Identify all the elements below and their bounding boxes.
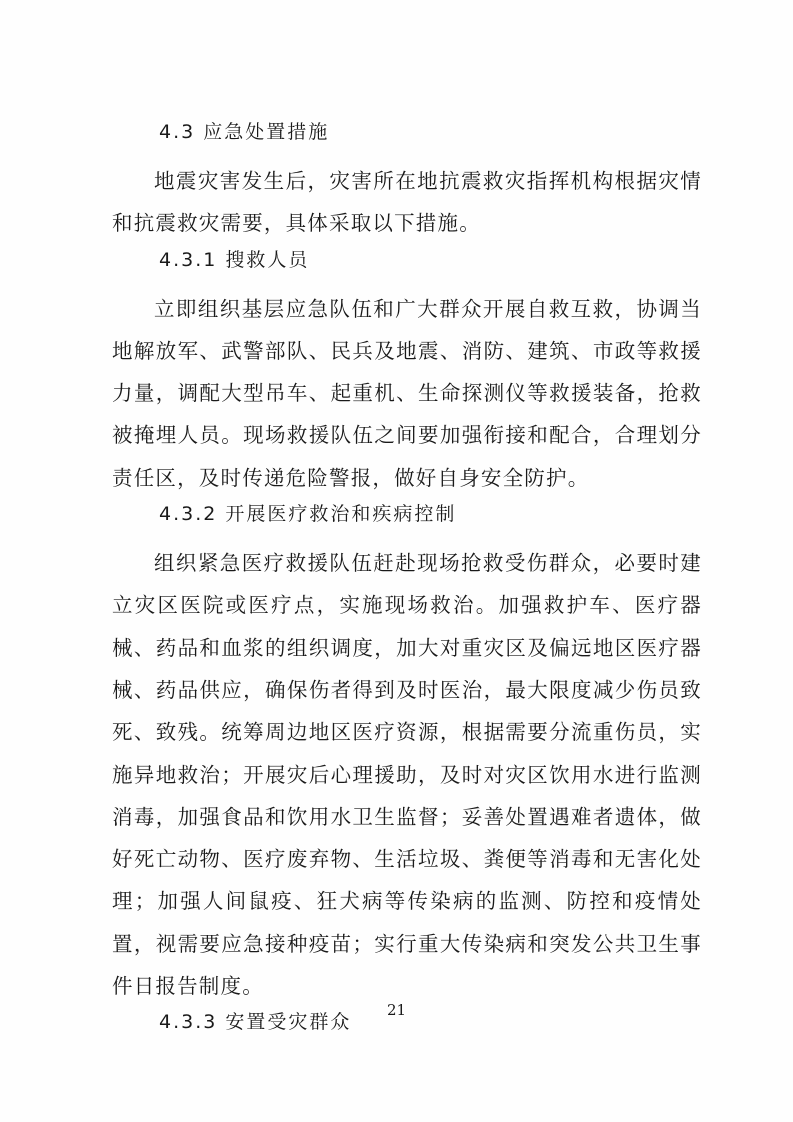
paragraph-4-3-2: 组织紧急医疗救援队伍赶赴现场抢救受伤群众，必要时建立灾区医院或医疗点，实施现场救治。加强救护车、医疗器械、药品和血浆的组织调度，加大对重灾区及偏远地区医疗器械、药品供应，确保伤者得到及时医治，最大限度减少伤员致死、致残。统筹周边地区医疗资源，根据需要分流重伤员，实施异地救治；开展灾后心理援助，及时对灾区饮用水进行监测消毒，加强食品和饮用水卫生监督；妥善处置遇难者遗体，做好死亡动物、医疗废弃物、生活垃圾、粪便等消毒和无害化处理；加强人间鼠疫、狂犬病等传染病的监测、防控和疫情处置，视需要应急接种疫苗；实行重大传染病和突发公共卫生事件日报告制度。 [112, 551, 702, 999]
paragraph-4-3: 地震灾害发生后，灾害所在地抗震救灾指挥机构根据灾情和抗震救灾需要，具体采取以下措施。 [112, 169, 702, 236]
page-number: 21 [386, 1001, 407, 1019]
section-heading-4-3-3: 4.3.3 安置受灾群众 [159, 1011, 352, 1034]
section-heading-4-3-2: 4.3.2 开展医疗救治和疾病控制 [159, 503, 457, 526]
section-heading-4-3: 4.3 应急处置措施 [159, 121, 330, 143]
document-body [112, 118, 702, 1050]
section-heading-4-3-1: 4.3.1 搜救人员 [159, 248, 310, 271]
paragraph-4-3-1: 立即组织基层应急队伍和广大群众开展自救互救，协调当地解放军、武警部队、民兵及地震、消防、建筑、市政等救援力量，调配大型吊车、起重机、生命探测仪等救援装备，抢救被掩埋人员。现场救援队伍之间要加强衔接和配合，合理划分责任区，及时传递危险警报，做好自身安全防护。 [112, 296, 702, 490]
